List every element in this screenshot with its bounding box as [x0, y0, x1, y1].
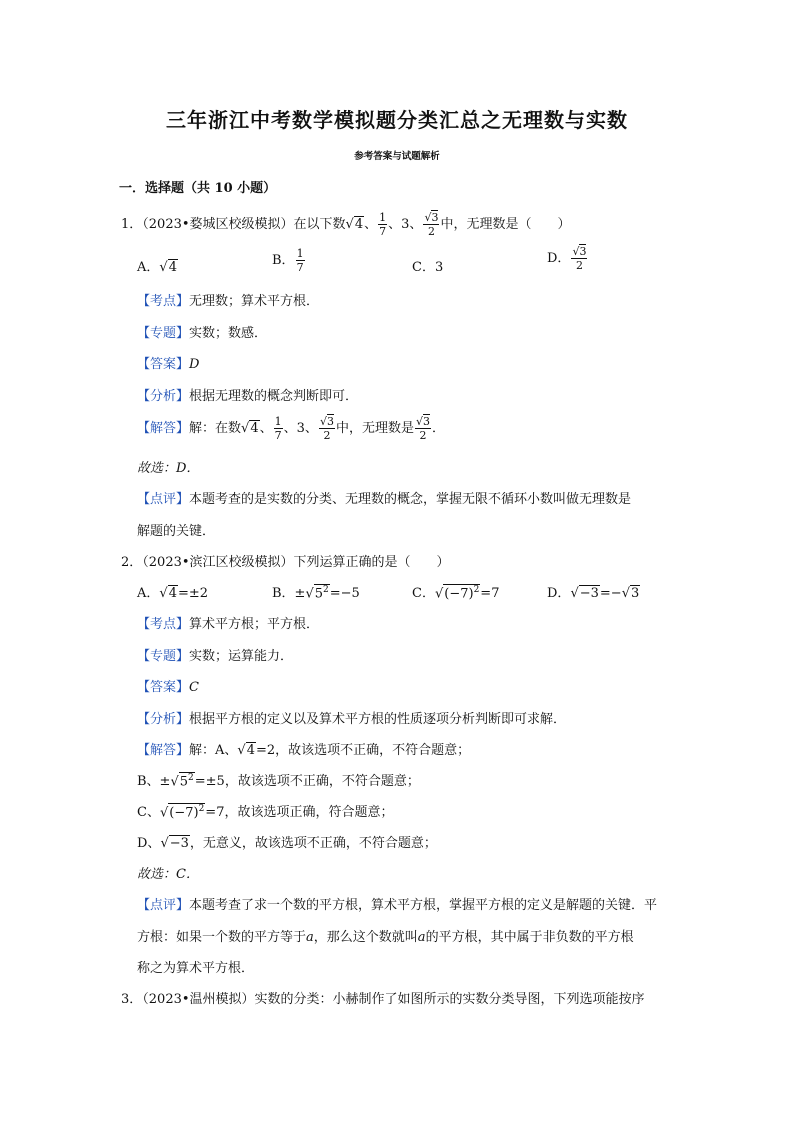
q2-option-a[interactable]: A．√4=±2	[137, 586, 209, 601]
q1-option-c[interactable]: C．3	[412, 260, 444, 275]
q2-guxuan: 故选：C．	[137, 867, 199, 882]
q1-option-a[interactable]: A．√4	[137, 260, 177, 275]
sqrt-expr: √4	[345, 217, 364, 232]
q1-option-b[interactable]: B． $\frac{1}{7}$	[272, 247, 304, 274]
page-subtitle: 参考答案与试题解析	[354, 151, 440, 162]
q2-daan: 【答案】C	[137, 680, 199, 695]
q1-kaodian: 【考点】无理数；算术平方根．	[137, 294, 320, 309]
q2-kaodian: 【考点】算术平方根；平方根．	[137, 617, 320, 632]
q1-stem: 1．（2023•婺城区校级模拟）在以下数√4、 $\frac{1}{7}$ 、3、 $\frac{√3}{2}$ 中，无理数是（ ）	[121, 211, 571, 238]
q1-fenxi: 【分析】根据无理数的概念判断即可．	[137, 389, 359, 404]
q1-dianping-line1: 【点评】本题考查的是实数的分类、无理数的概念，掌握无限不循环小数叫做无理数是	[137, 492, 632, 507]
q1-jieda: 【解答】解：在数√4、 $\frac{1}{7}$ 、3、 $\frac{√3}{2}$ 中，无理数是 $\frac{√3}{2}$ ．	[137, 415, 445, 442]
fraction: $\frac{1}{7}$	[379, 211, 387, 238]
q2-dianping-line2: 方根：如果一个数的平方等于a，那么这个数就叫a的平方根，其中属于非负数的平方根	[137, 930, 634, 945]
q2-option-b[interactable]: B．$\pm√5^2=-5$	[272, 584, 360, 601]
page-title: 三年浙江中考数学模拟题分类汇总之无理数与实数	[166, 108, 628, 132]
q1-daan: 【答案】D	[137, 357, 200, 372]
q2-dianping-line3: 称之为算术平方根．	[137, 961, 255, 976]
q2-fenxi: 【分析】根据平方根的定义以及算术平方根的性质逐项分析判断即可求解．	[137, 712, 567, 727]
q2-zhuanti: 【专题】实数；运算能力．	[137, 649, 294, 664]
q2-stem: 2．（2023•滨江区校级模拟）下列运算正确的是（ ）	[121, 555, 450, 570]
q2-option-c[interactable]: C．$√(-7)^2=7$	[412, 584, 500, 601]
q2-jieda-a: 【解答】解：A、√4=2，故该选项不正确，不符合题意；	[137, 743, 471, 758]
q1-option-d[interactable]: D． $\frac{√3}{2}$	[547, 245, 587, 272]
q2-dianping-line1: 【点评】本题考查了求一个数的平方根，算术平方根，掌握平方根的定义是解题的关键．平	[137, 898, 658, 913]
q1-dianping-line2: 解题的关键．	[137, 524, 216, 539]
q3-stem: 3．（2023•温州模拟）实数的分类：小赫制作了如图所示的实数分类导图，下列选项能按序	[121, 992, 645, 1007]
fraction: $\frac{√3}{2}$	[424, 211, 439, 238]
q2-jieda-c: C、$√(-7)^2=7$，故该选项正确，符合题意；	[137, 803, 394, 820]
section-heading: 一．选择题（共 10 小题）	[119, 181, 277, 196]
q1-guxuan: 故选：D．	[137, 461, 200, 476]
q2-option-d[interactable]: D．√−3=−√3	[547, 586, 640, 601]
q2-jieda-b: B、$\pm√5^2=\pm 5$，故该选项不正确，不符合题意；	[137, 772, 420, 789]
q1-zhuanti: 【专题】实数；数感．	[137, 326, 268, 341]
q2-jieda-d: D、√−3，无意义，故该选项不正确，不符合题意；	[137, 836, 437, 851]
